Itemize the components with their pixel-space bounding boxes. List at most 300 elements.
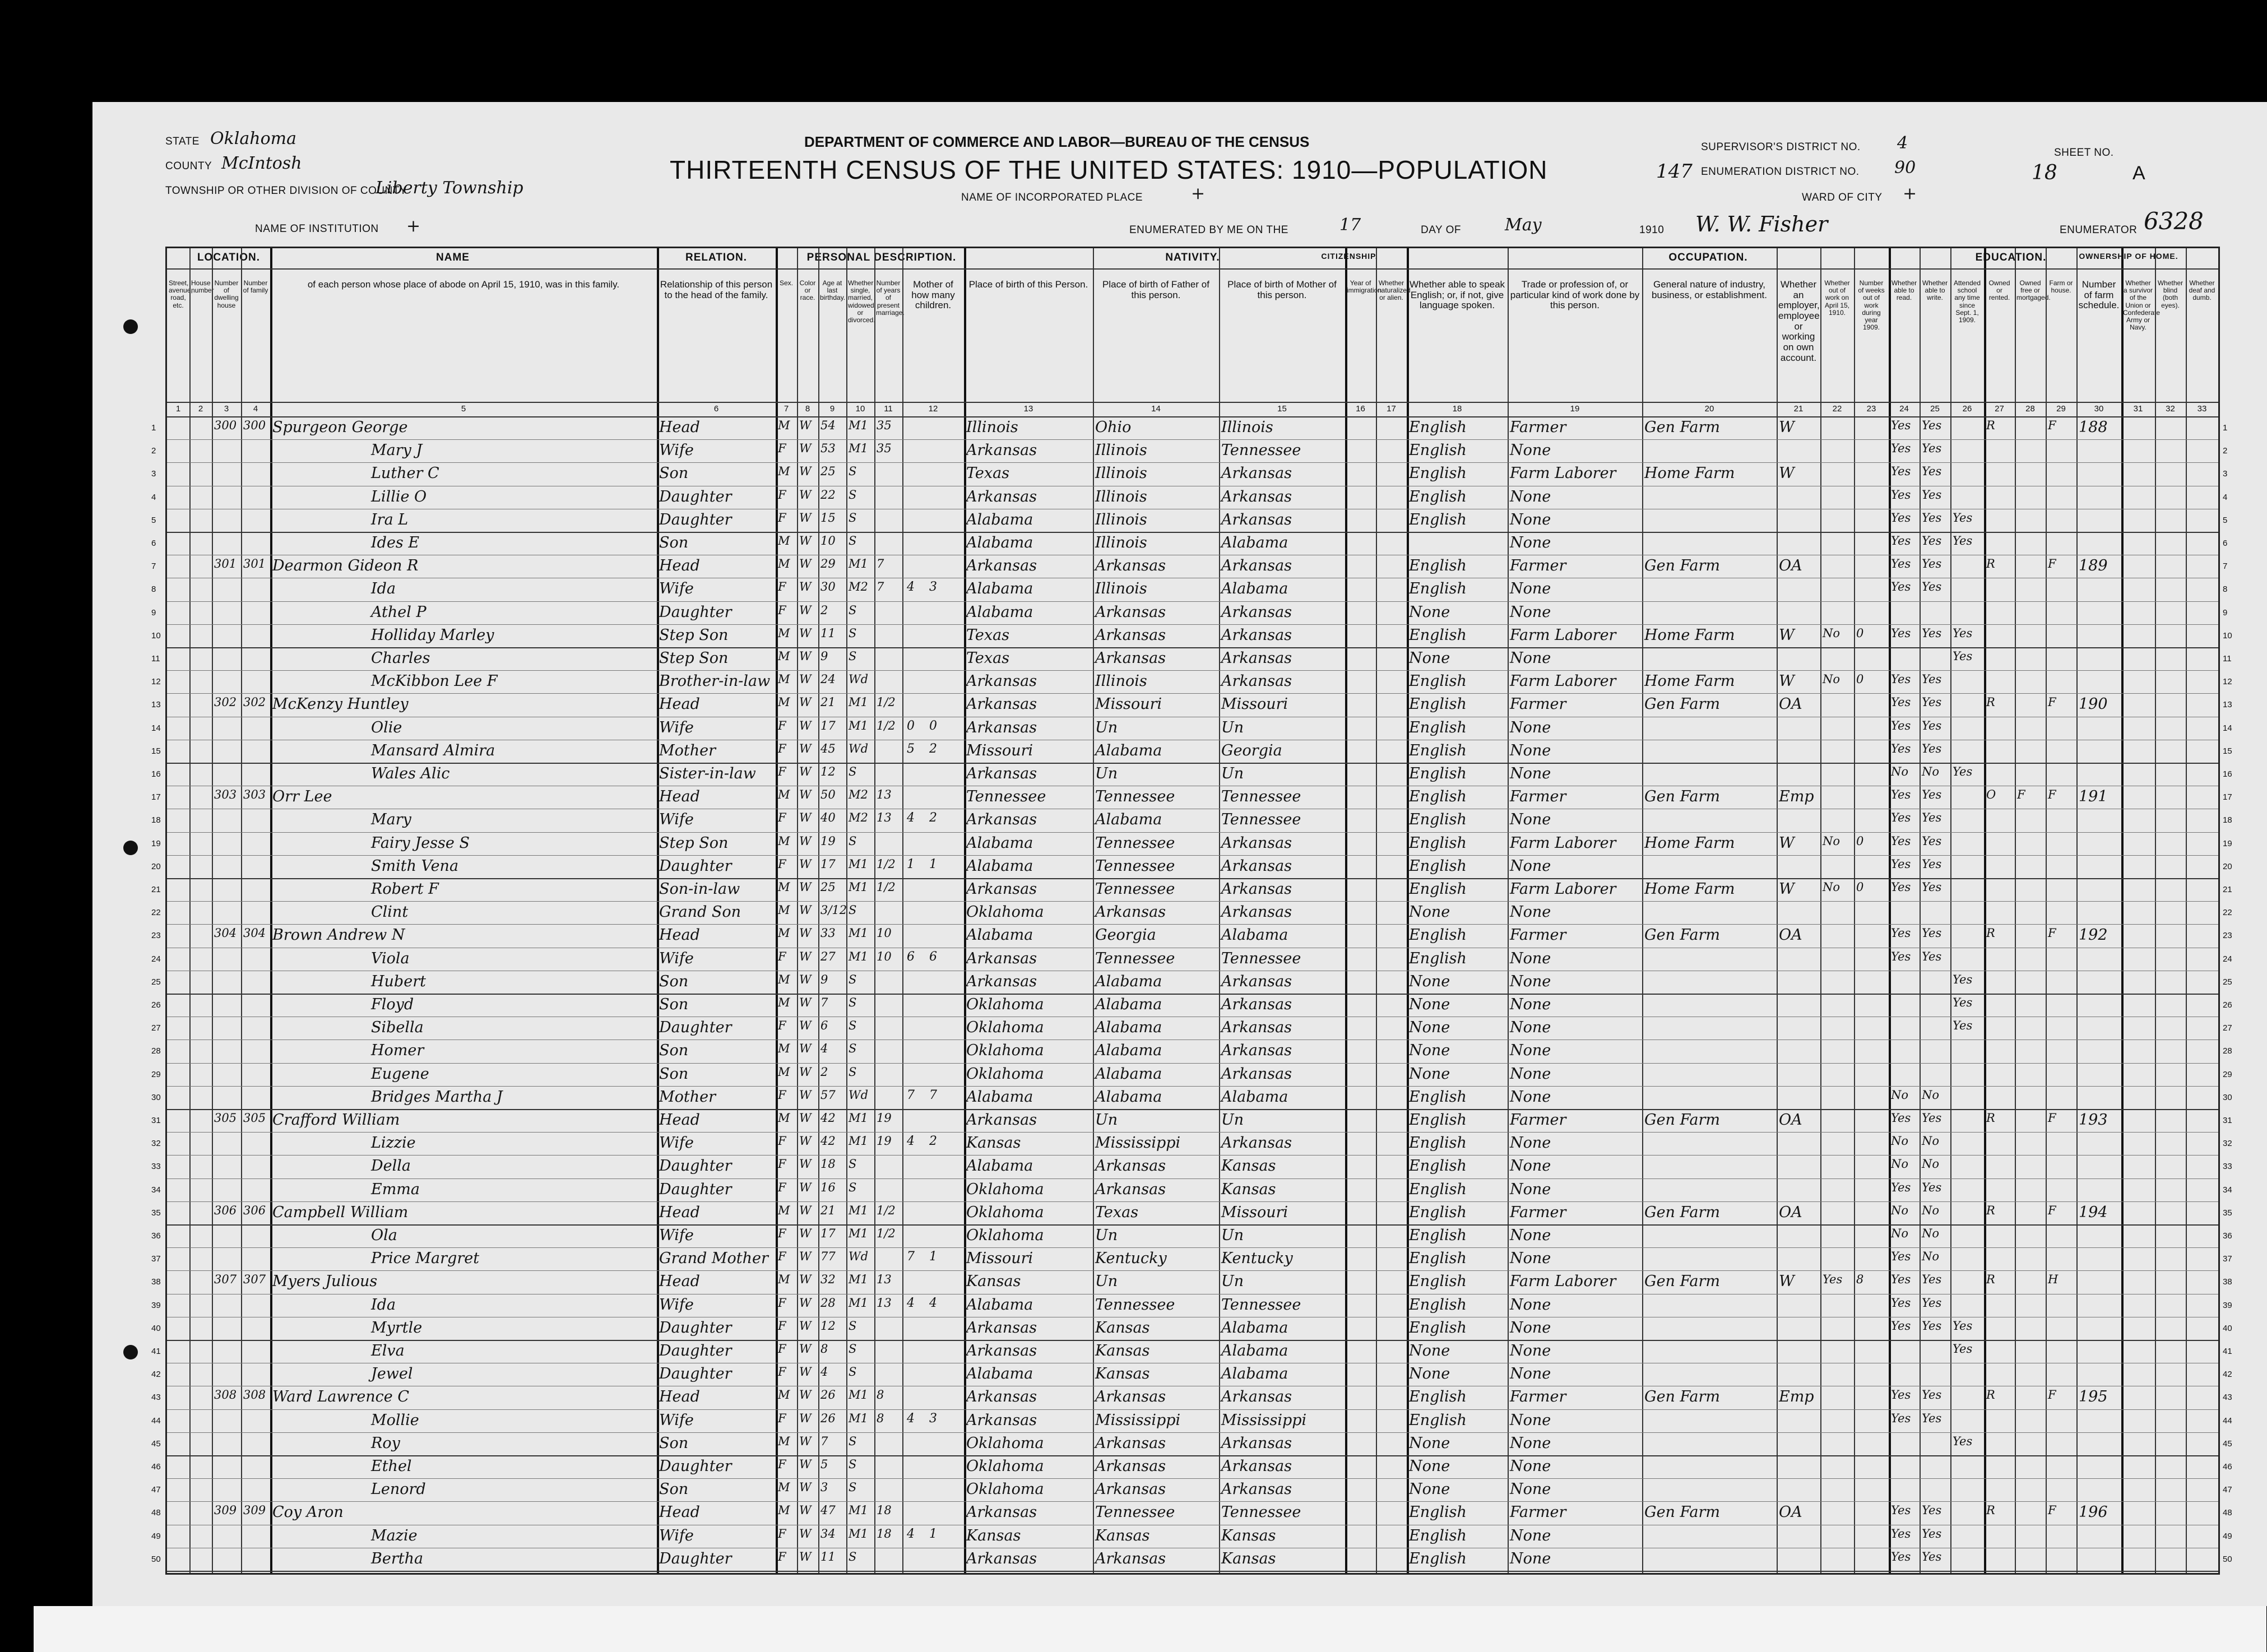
column-number: 27 [1995, 404, 2004, 414]
cell-farm: F [2048, 1203, 2056, 1217]
cell-occ: Farmer [1510, 1388, 1566, 1406]
ward-value: + [1903, 184, 1917, 203]
cell-farm: F [2048, 926, 2056, 940]
cell-fbp: Alabama [1095, 996, 1162, 1013]
column-divider [2155, 248, 2156, 1573]
day-of-label: DAY OF [1421, 224, 1461, 236]
cell-age: 21 [820, 695, 836, 709]
cell-emp: W [1779, 1273, 1795, 1291]
cell-ms: S [849, 1434, 857, 1448]
cell-sex: F [778, 1250, 786, 1264]
cell-ind: Home Farm [1644, 465, 1735, 482]
cell-sex: M [778, 419, 790, 432]
cell-sex: M [778, 649, 790, 663]
cell-race: W [799, 741, 812, 755]
cell-ch1: 4 [907, 1296, 915, 1310]
cell-age: 53 [820, 442, 836, 456]
cell-mbp: Missouri [1221, 1203, 1288, 1221]
row-rule [167, 1224, 2218, 1226]
cell-own: R [1986, 1503, 1995, 1518]
cell-mbp: Alabama [1221, 926, 1288, 944]
row-number-right: 27 [2223, 1023, 2232, 1033]
cell-mbp: Missouri [1221, 695, 1288, 713]
cell-lang: None [1409, 603, 1450, 621]
column-number: 33 [2197, 404, 2207, 414]
county-label: COUNTY [165, 160, 212, 172]
cell-rel: Head [659, 1273, 700, 1291]
row-number-right: 11 [2223, 654, 2232, 663]
township-value: Liberty Township [375, 178, 523, 198]
cell-write: Yes [1922, 788, 1942, 802]
column-header-c5: of each person whose place of abode on April 15, 1910, was in this family. [307, 279, 620, 290]
cell-wks: 0 [1856, 672, 1864, 686]
cell-race: W [799, 857, 812, 871]
cell-sex: F [778, 1134, 786, 1148]
cell-fam: 309 [243, 1503, 266, 1518]
enumerator-label: ENUMERATOR [2060, 224, 2138, 236]
cell-sex: M [778, 695, 790, 709]
cell-yrs: 7 [877, 580, 884, 594]
cell-fam: 301 [243, 557, 266, 571]
cell-fbp: Arkansas [1095, 903, 1166, 921]
cell-ms: S [849, 511, 857, 525]
cell-ind: Home Farm [1644, 626, 1735, 644]
row-number-right: 3 [2223, 469, 2228, 479]
cell-fbp: Arkansas [1095, 649, 1166, 667]
row-number-right: 48 [2223, 1508, 2232, 1518]
column-header-c24: Whether able to read. [1891, 279, 1917, 302]
cell-emp: W [1779, 880, 1795, 898]
row-number-right: 34 [2223, 1185, 2232, 1195]
cell-wks: 0 [1856, 880, 1864, 894]
cell-occ: None [1510, 1411, 1551, 1429]
cell-name: Dearmon Gideon R [272, 557, 419, 575]
row-number-right: 22 [2223, 908, 2232, 918]
bottom-margin [34, 1606, 2266, 1652]
cell-occ: None [1510, 1342, 1551, 1359]
cell-write: Yes [1922, 834, 1942, 848]
cell-read: Yes [1891, 880, 1911, 894]
cell-sched: 194 [2079, 1203, 2108, 1221]
cell-write: No [1922, 1088, 1940, 1102]
cell-race: W [799, 718, 812, 732]
row-number-right: 25 [2223, 977, 2232, 987]
cell-sex: M [778, 1273, 790, 1287]
cell-ms: M1 [849, 442, 868, 456]
cell-farm: F [2048, 695, 2056, 709]
cell-read: Yes [1891, 718, 1911, 732]
cell-occ: None [1510, 1065, 1551, 1083]
cell-rel: Head [659, 695, 700, 713]
cell-rel: Daughter [659, 511, 732, 528]
cell-fbp: Illinois [1095, 488, 1147, 505]
row-number: 37 [151, 1254, 161, 1264]
cell-ms: M2 [849, 788, 868, 802]
column-number: 1 [175, 404, 181, 414]
cell-occ: None [1510, 603, 1551, 621]
column-header-c1: Street, avenue, road, etc. [169, 279, 193, 309]
cell-mbp: Kansas [1221, 1549, 1276, 1567]
cell-sex: F [778, 857, 786, 871]
cell-sex: F [778, 718, 786, 732]
cell-name: Mazie [371, 1526, 418, 1544]
cell-mbp: Arkansas [1221, 903, 1292, 921]
column-header-c16: Year of immigration [1347, 279, 1382, 295]
cell-occ: Farmer [1510, 557, 1566, 575]
column-header-c29: Farm or house. [2049, 279, 2073, 295]
cell-race: W [799, 1388, 812, 1402]
row-rule [167, 1270, 2218, 1271]
cell-age: 30 [820, 580, 836, 594]
cell-rel: Head [659, 419, 700, 436]
cell-write: No [1922, 1227, 1940, 1240]
cell-rel: Wife [659, 1526, 694, 1544]
enumerated-label: ENUMERATED BY ME ON THE [1129, 224, 1288, 236]
cell-mbp: Arkansas [1221, 1481, 1292, 1498]
cell-bp: Arkansas [966, 949, 1037, 967]
row-rule [167, 1340, 2218, 1341]
cell-school: Yes [1953, 1434, 1973, 1448]
cell-sex: F [778, 1526, 786, 1540]
cell-race: W [799, 465, 812, 479]
column-number: 32 [2166, 404, 2175, 414]
cell-race: W [799, 534, 812, 547]
cell-bp: Alabama [966, 1296, 1033, 1314]
cell-emp: W [1779, 626, 1795, 644]
cell-own: R [1986, 1111, 1995, 1125]
cell-rel: Head [659, 1111, 700, 1129]
cell-mbp: Kentucky [1221, 1250, 1293, 1268]
state-value: Oklahoma [210, 129, 296, 149]
cell-rel: Head [659, 1203, 700, 1221]
cell-occ: None [1510, 718, 1551, 736]
row-number-right: 16 [2223, 769, 2232, 779]
cell-ind: Gen Farm [1644, 1203, 1721, 1221]
column-number: 7 [784, 404, 789, 414]
cell-mbp: Arkansas [1221, 972, 1292, 990]
row-rule [167, 924, 2218, 925]
cell-ms: S [849, 996, 857, 1009]
row-number-right: 29 [2223, 1069, 2232, 1079]
column-number: 10 [855, 404, 865, 414]
cell-age: 32 [820, 1273, 836, 1287]
cell-write: Yes [1922, 857, 1942, 871]
cell-fbp: Tennessee [1095, 1296, 1175, 1314]
row-rule [167, 601, 2218, 602]
cell-sched: 193 [2079, 1111, 2108, 1129]
cell-sex: M [778, 1111, 790, 1125]
cell-ch1: 4 [907, 811, 915, 825]
cell-race: W [799, 996, 812, 1009]
cell-bp: Kansas [966, 1134, 1021, 1152]
cell-lang: English [1409, 1411, 1467, 1429]
cell-ch2: 2 [929, 1134, 937, 1149]
cell-mbp: Arkansas [1221, 603, 1292, 621]
cell-lang: English [1409, 1503, 1467, 1521]
cell-yrs: 13 [877, 1296, 892, 1310]
column-divider [818, 248, 819, 1573]
cell-fbp: Georgia [1095, 926, 1156, 944]
row-number-right: 33 [2223, 1162, 2232, 1172]
cell-fam: 308 [243, 1388, 266, 1402]
cell-race: W [799, 580, 812, 594]
cell-read: Yes [1891, 626, 1911, 640]
cell-ind: Gen Farm [1644, 1111, 1721, 1129]
cell-ms: M1 [849, 1273, 868, 1287]
cell-write: Yes [1922, 880, 1942, 894]
cell-ch2: 1 [929, 1526, 937, 1541]
cell-occ: None [1510, 1434, 1551, 1452]
cell-rel: Brother-in-law [659, 672, 771, 690]
cell-race: W [799, 949, 812, 963]
cell-ch1: 4 [907, 580, 915, 595]
cell-mbp: Un [1221, 1273, 1244, 1291]
column-divider [241, 248, 242, 1573]
cell-ms: M1 [849, 419, 868, 432]
cell-occ: Farmer [1510, 419, 1566, 436]
cell-rel: Wife [659, 718, 694, 736]
cell-fbp: Mississippi [1095, 1411, 1181, 1429]
cell-fam: 303 [243, 788, 266, 802]
cell-sched: 191 [2079, 788, 2108, 806]
cell-sex: M [778, 465, 790, 479]
cell-mbp: Tennessee [1221, 811, 1301, 829]
cell-race: W [799, 1180, 812, 1194]
row-number: 22 [151, 908, 161, 918]
cell-name: Fairy Jesse S [371, 834, 470, 852]
cell-write: Yes [1922, 1296, 1942, 1310]
row-number: 12 [151, 677, 161, 687]
cell-read: Yes [1891, 1319, 1911, 1333]
column-header-c15: Place of birth of Mother of this person. [1227, 279, 1337, 300]
cell-sex: M [778, 1042, 790, 1056]
cell-sex: M [778, 1388, 790, 1402]
row-rule [167, 1155, 2218, 1156]
cell-school: Yes [1953, 1319, 1973, 1333]
row-rule [167, 1571, 2218, 1572]
cell-lang: English [1409, 1180, 1467, 1198]
cell-lang: English [1409, 718, 1467, 736]
cell-bp: Oklahoma [966, 1019, 1044, 1037]
cell-age: 50 [820, 788, 836, 802]
cell-name: Robert F [371, 880, 439, 898]
cell-write: No [1922, 1203, 1940, 1217]
cell-yrs: 1/2 [877, 718, 896, 732]
cell-write: Yes [1922, 1411, 1942, 1425]
row-number: 50 [151, 1554, 161, 1564]
cell-occ: None [1510, 1365, 1551, 1383]
cell-name: Athel P [371, 603, 426, 621]
cell-mbp: Tennessee [1221, 1296, 1301, 1314]
row-number-right: 7 [2223, 562, 2228, 572]
column-number: 3 [224, 404, 229, 414]
cell-read: Yes [1891, 465, 1911, 479]
cell-write: No [1922, 1157, 1940, 1171]
cell-own: R [1986, 1273, 1995, 1287]
row-number: 3 [151, 469, 156, 479]
cell-sex: F [778, 1342, 786, 1356]
cell-mbp: Mississippi [1221, 1411, 1307, 1429]
cell-bp: Arkansas [966, 672, 1037, 690]
cell-sex: F [778, 1157, 786, 1171]
cell-age: 18 [820, 1157, 836, 1171]
cell-sex: F [778, 1296, 786, 1310]
cell-sex: M [778, 1203, 790, 1217]
cell-ms: M1 [849, 718, 868, 732]
cell-name: Lillie O [371, 488, 427, 505]
cell-fam: 305 [243, 1111, 266, 1125]
cell-lang: English [1409, 1526, 1467, 1544]
cell-bp: Arkansas [966, 811, 1037, 829]
cell-age: 6 [820, 1019, 828, 1033]
cell-fbp: Tennessee [1095, 1503, 1175, 1521]
cell-age: 47 [820, 1503, 836, 1518]
row-number: 28 [151, 1046, 161, 1056]
institution-label: NAME OF INSTITUTION [255, 223, 379, 235]
row-number-right: 44 [2223, 1416, 2232, 1426]
cell-sex: M [778, 1434, 790, 1448]
cell-lang: English [1409, 1273, 1467, 1291]
cell-rel: Son [659, 972, 689, 990]
row-number-right: 40 [2223, 1323, 2232, 1333]
cell-fbp: Tennessee [1095, 857, 1175, 875]
cell-yrs: 1/2 [877, 880, 896, 894]
cell-race: W [799, 1042, 812, 1056]
cell-emp: OA [1779, 557, 1802, 575]
cell-ms: Wd [849, 1088, 869, 1102]
row-number-right: 19 [2223, 838, 2232, 848]
cell-dw: 302 [214, 695, 237, 709]
row-number: 34 [151, 1185, 161, 1195]
cell-age: 26 [820, 1388, 836, 1402]
cell-rel: Son-in-law [659, 880, 740, 898]
cell-bp: Arkansas [966, 1388, 1037, 1406]
cell-yrs: 13 [877, 788, 892, 802]
cell-yrs: 1/2 [877, 1227, 896, 1240]
cell-lang: English [1409, 626, 1467, 644]
cell-dw: 306 [214, 1203, 237, 1217]
cell-mbp: Georgia [1221, 741, 1282, 759]
cell-read: No [1891, 1227, 1909, 1240]
institution-value: + [406, 216, 421, 236]
cell-ms: Wd [849, 672, 869, 686]
group-citizenship: CITIZENSHIP. [1321, 252, 1378, 261]
cell-occ: None [1510, 741, 1551, 759]
cell-age: 24 [820, 672, 836, 686]
cell-fbp: Alabama [1095, 1065, 1162, 1083]
census-title: THIRTEENTH CENSUS OF THE UNITED STATES: 1910—POPULATION [670, 155, 1548, 184]
cell-rel: Daughter [659, 1458, 732, 1475]
cell-lang: English [1409, 672, 1467, 690]
cell-lang: English [1409, 1227, 1467, 1244]
column-number: 28 [2025, 404, 2035, 414]
cell-bp: Oklahoma [966, 1481, 1044, 1498]
row-rule [167, 1109, 2218, 1110]
cell-fbp: Un [1095, 1273, 1118, 1291]
cell-dw: 300 [214, 419, 237, 432]
cell-own: O [1986, 788, 1996, 802]
cell-bp: Arkansas [966, 557, 1037, 575]
cell-own: R [1986, 419, 1995, 432]
cell-dw: 307 [214, 1273, 237, 1287]
column-divider [189, 248, 191, 1573]
row-number: 2 [151, 446, 156, 456]
row-number: 1 [151, 423, 156, 433]
row-number: 26 [151, 1000, 161, 1010]
cell-ms: M1 [849, 557, 868, 571]
cell-fbp: Arkansas [1095, 1481, 1166, 1498]
row-number-right: 21 [2223, 885, 2232, 894]
column-header-c26: Attended school any time since Sept. 1, 1909. [1953, 279, 1981, 324]
cell-ch2: 0 [929, 718, 937, 733]
column-divider [2121, 248, 2124, 1573]
cell-read: Yes [1891, 695, 1911, 709]
cell-read: Yes [1891, 857, 1911, 871]
row-number-right: 30 [2223, 1092, 2232, 1102]
column-number: 15 [1277, 404, 1287, 414]
cell-age: 10 [820, 534, 836, 547]
cell-fbp: Un [1095, 765, 1118, 782]
row-number: 44 [151, 1416, 161, 1426]
cell-occ: None [1510, 1549, 1551, 1567]
cell-read: Yes [1891, 488, 1911, 502]
cell-bp: Arkansas [966, 695, 1037, 713]
cell-bp: Arkansas [966, 972, 1037, 990]
cell-read: Yes [1891, 811, 1911, 825]
cell-write: Yes [1922, 811, 1942, 825]
cell-name: Orr Lee [272, 788, 332, 806]
cell-age: 12 [820, 765, 836, 778]
row-number-right: 5 [2223, 515, 2228, 525]
cell-ms: S [849, 1180, 857, 1194]
cell-name: Ward Lawrence C [272, 1388, 410, 1406]
cell-occ: Farmer [1510, 926, 1566, 944]
column-number: 5 [461, 404, 466, 414]
cell-occ: None [1510, 1157, 1551, 1175]
cell-age: 29 [820, 557, 836, 571]
column-number: 22 [1832, 404, 1842, 414]
cell-ch2: 2 [929, 741, 937, 756]
cell-lang: English [1409, 1134, 1467, 1152]
cell-age: 54 [820, 419, 836, 432]
cell-rel: Wife [659, 949, 694, 967]
cell-age: 27 [820, 949, 836, 963]
cell-yrs: 13 [877, 1273, 892, 1287]
row-rule [167, 901, 2218, 902]
cell-bp: Oklahoma [966, 1458, 1044, 1475]
cell-fbp: Kentucky [1095, 1250, 1167, 1268]
cell-age: 28 [820, 1296, 836, 1310]
cell-fbp: Arkansas [1095, 557, 1166, 575]
cell-name: Ides E [371, 534, 420, 551]
cell-fbp: Ohio [1095, 419, 1132, 436]
row-number-right: 17 [2223, 792, 2232, 802]
cell-ms: M1 [849, 1134, 868, 1148]
row-number: 5 [151, 515, 156, 525]
cell-name: Eugene [371, 1065, 429, 1083]
cell-sex: M [778, 972, 790, 986]
cell-mbp: Arkansas [1221, 1134, 1292, 1152]
cell-out: Yes [1823, 1273, 1843, 1287]
cell-race: W [799, 442, 812, 456]
column-header-c30: Number of farm schedule. [2078, 279, 2120, 311]
row-number-right: 15 [2223, 746, 2232, 756]
cell-mbp: Tennessee [1221, 1503, 1301, 1521]
cell-bp: Alabama [966, 1365, 1033, 1383]
census-table [151, 247, 2232, 1575]
row-number: 45 [151, 1438, 161, 1449]
cell-name: Ida [371, 580, 396, 598]
